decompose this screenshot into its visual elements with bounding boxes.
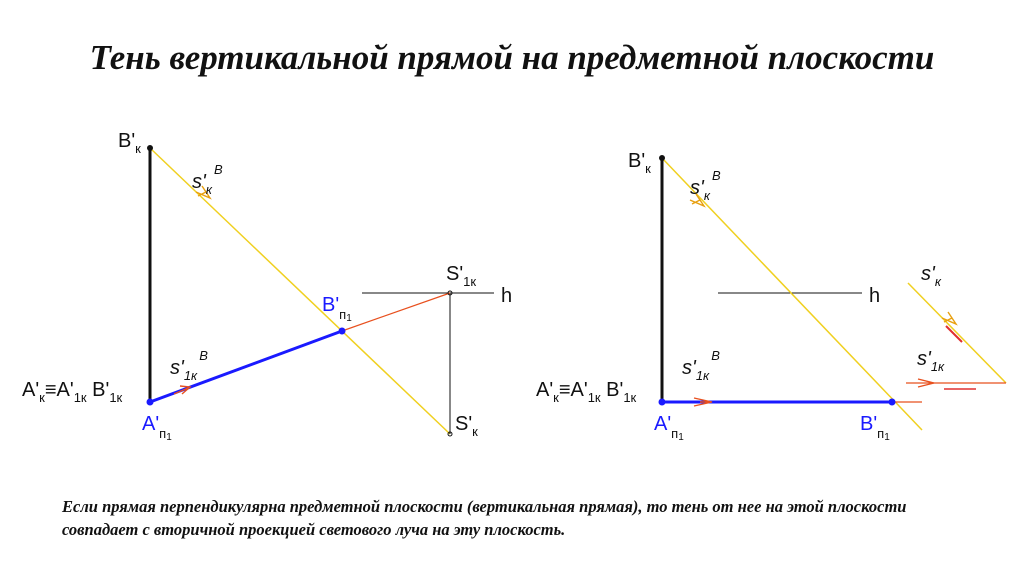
right-label-B-p1: $B'_п1$ [860,413,890,443]
right-label-A-p1: $A'_п1$ [654,413,684,443]
right-diagram [536,150,922,443]
legend-light-arrow [942,312,956,324]
right-label-B-k: $B'_к$ [628,150,651,176]
left-label-A-p1: $A'_п1$ [142,413,172,443]
legend-light-mark [946,326,962,342]
right-label-A-combined: $A'_к\equiv A'_{1к}$ $B'_{1к}$ [536,379,637,405]
left-secondary-arrow [174,386,190,394]
left-label-S-1k: $S'_{1к}$ [446,263,477,289]
right-label-ray-s: $s'_к^B$ [690,168,721,203]
left-point-A [147,399,154,406]
right-point-B [659,155,665,161]
right-label-ray-s1: $s'_{1к}^B$ [682,348,720,383]
left-label-B-p1: $B'_п1$ [322,294,352,324]
light-direction-legend [906,263,1006,389]
left-label-ray-s: $s'_к^B$ [192,162,223,197]
left-point-B [147,145,153,151]
left-label-A-combined: $A'_к\equiv A'_{1к}$ $B'_{1к}$ [22,379,123,405]
left-diagram [22,130,512,443]
right-label-h: h [869,285,881,307]
right-point-B-p1 [889,399,896,406]
left-label-B-k: $B'_к$ [118,130,141,156]
caption-text: Если прямая перпендикулярна предметной плоскости (вертикальная прямая), то тень от нее на этой плоскости совпадает с вторичной проекцией светового луча на эту плоскость. [62,497,907,539]
legend-label-s1: $s'_{1к}$ [917,348,945,374]
legend-label-s: $s'_к$ [921,263,941,289]
left-label-S-k: $S'_к$ [455,413,478,439]
left-secondary-ray [342,293,450,331]
slide-title: Тень вертикальной прямой на предметной плоскости [89,38,935,77]
left-label-ray-s1: $s'_{1к}^B$ [170,348,208,383]
right-point-A [659,399,666,406]
left-point-B-p1 [339,328,346,335]
left-label-h: h [501,285,513,307]
